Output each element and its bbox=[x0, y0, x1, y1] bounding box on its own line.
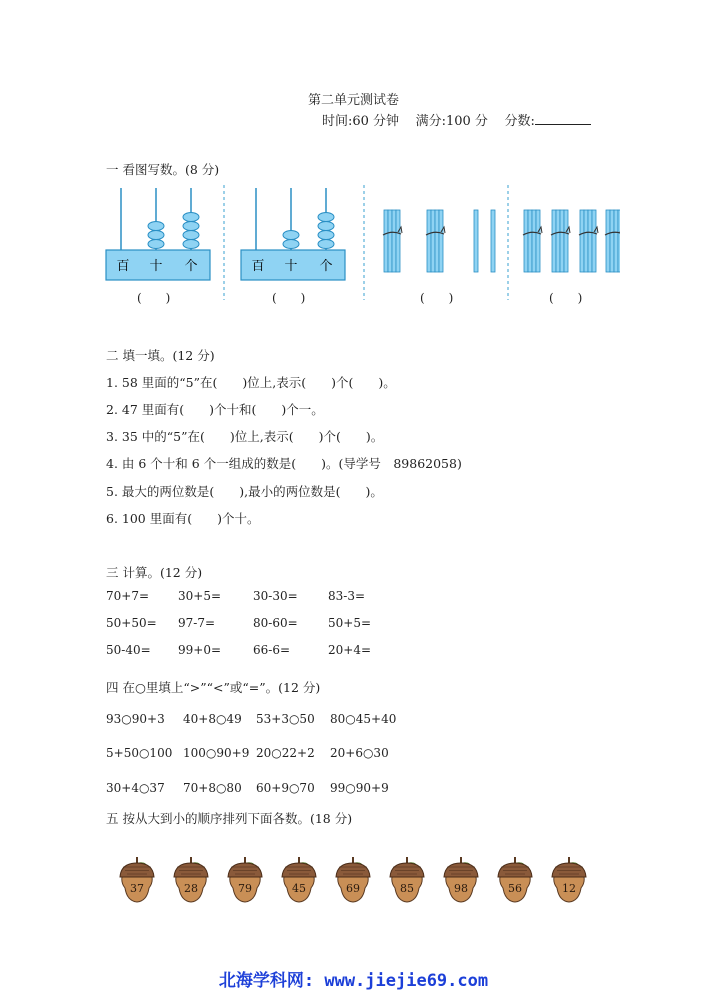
compare-problem[interactable]: 93○90+3 bbox=[106, 712, 165, 726]
stick bbox=[396, 210, 400, 272]
compare-problem[interactable]: 20+6○30 bbox=[330, 746, 389, 760]
compare-problem[interactable]: 40+8○49 bbox=[183, 712, 242, 726]
acorn-cap bbox=[444, 863, 478, 877]
stick bbox=[536, 210, 540, 272]
sticks-group-2 bbox=[523, 210, 620, 272]
stick bbox=[592, 210, 596, 272]
label-hundreds: 百 bbox=[251, 259, 265, 274]
stick bbox=[606, 210, 610, 272]
acorn-cap bbox=[552, 863, 586, 877]
calc-row bbox=[106, 643, 506, 659]
abacus-bead bbox=[318, 213, 334, 222]
time-limit: 时间:60 分钟 bbox=[322, 114, 400, 129]
answer-blank-3[interactable]: ( ) bbox=[420, 291, 454, 305]
stick-bundle bbox=[605, 210, 620, 272]
acorn-number: 45 bbox=[292, 882, 306, 895]
abacus-bead bbox=[183, 213, 199, 222]
fill-item-1[interactable]: 1. 58 里面的“5”在( )位上,表示( )个( )。 bbox=[106, 375, 396, 390]
compare-problem[interactable]: 100○90+9 bbox=[183, 746, 250, 760]
stick bbox=[588, 210, 592, 272]
calc-problem[interactable]: 83-3= bbox=[328, 589, 366, 603]
acorn-cap bbox=[390, 863, 424, 877]
calc-problem[interactable]: 99+0= bbox=[178, 643, 222, 657]
stick bbox=[431, 210, 435, 272]
single-stick bbox=[474, 210, 478, 272]
calc-problem[interactable]: 30+5= bbox=[178, 589, 222, 603]
acorn-cap bbox=[174, 863, 208, 877]
acorn bbox=[390, 857, 424, 902]
stick bbox=[614, 210, 618, 272]
abacus-bead bbox=[183, 231, 199, 240]
section4-heading: 四 在○里填上“>”“<”或“=”。(12 分) bbox=[106, 680, 321, 695]
calc-problem[interactable]: 50+50= bbox=[106, 616, 157, 630]
calc-problem[interactable]: 97-7= bbox=[178, 616, 216, 630]
acorn-number: 69 bbox=[346, 882, 360, 895]
stick-bundle bbox=[579, 210, 598, 272]
acorn-number: 98 bbox=[454, 882, 468, 895]
stick bbox=[618, 210, 620, 272]
compare-problem[interactable]: 80○45+40 bbox=[330, 712, 397, 726]
abacus-bead bbox=[318, 240, 334, 249]
answer-blank-4[interactable]: ( ) bbox=[549, 291, 583, 305]
single-stick bbox=[491, 210, 495, 272]
stick bbox=[384, 210, 388, 272]
stick bbox=[524, 210, 528, 272]
abacus-bead bbox=[148, 231, 164, 240]
compare-problem[interactable]: 60+9○70 bbox=[256, 781, 315, 795]
abacus-1 bbox=[106, 188, 210, 280]
abacus-bead bbox=[283, 240, 299, 249]
calc-problem[interactable]: 50+5= bbox=[328, 616, 372, 630]
calc-problem[interactable]: 20+4= bbox=[328, 643, 372, 657]
label-tens: 十 bbox=[284, 259, 298, 274]
stick bbox=[564, 210, 568, 272]
acorn bbox=[174, 857, 208, 902]
abacus-bead bbox=[148, 222, 164, 231]
abacus-bead bbox=[183, 240, 199, 249]
acorn-number: 56 bbox=[508, 882, 522, 895]
acorn bbox=[228, 857, 262, 902]
score-blank[interactable] bbox=[535, 112, 591, 125]
stick bbox=[491, 210, 495, 272]
calc-problem[interactable]: 66-6= bbox=[253, 643, 291, 657]
section5-heading: 五 按从大到小的顺序排列下面各数。(18 分) bbox=[106, 811, 353, 826]
calc-problem[interactable]: 50-40= bbox=[106, 643, 151, 657]
stick bbox=[556, 210, 560, 272]
acorn bbox=[336, 857, 370, 902]
label-ones: 个 bbox=[184, 259, 198, 274]
fill-item-5[interactable]: 5. 最大的两位数是( ),最小的两位数是( )。 bbox=[106, 484, 383, 499]
abacus-2 bbox=[241, 188, 345, 280]
abacus-bead bbox=[148, 240, 164, 249]
acorn-number: 85 bbox=[400, 882, 414, 895]
acorn-cap bbox=[120, 863, 154, 877]
acorn bbox=[282, 857, 316, 902]
page-title: 第二单元测试卷 bbox=[307, 93, 399, 108]
abacus-bead bbox=[318, 231, 334, 240]
abacus-bead bbox=[283, 231, 299, 240]
acorn bbox=[120, 857, 154, 902]
compare-problem[interactable]: 20○22+2 bbox=[256, 746, 315, 760]
stick bbox=[439, 210, 443, 272]
stick bbox=[560, 210, 564, 272]
fill-item-4[interactable]: 4. 由 6 个十和 6 个一组成的数是( )。(导学号 89862058) bbox=[106, 456, 462, 471]
section1-heading: 一 看图写数。(8 分) bbox=[106, 162, 220, 177]
stick-bundle bbox=[551, 210, 570, 272]
acorn-number: 79 bbox=[238, 882, 252, 895]
label-hundreds: 百 bbox=[116, 259, 130, 274]
compare-problem[interactable]: 5+50○100 bbox=[106, 746, 173, 760]
calc-row bbox=[106, 589, 506, 605]
stick-bundle bbox=[426, 210, 445, 272]
compare-problem[interactable]: 70+8○80 bbox=[183, 781, 242, 795]
answer-blank-2[interactable]: ( ) bbox=[272, 291, 306, 305]
acorn-cap bbox=[498, 863, 532, 877]
score-label: 分数: bbox=[504, 114, 535, 129]
label-tens: 十 bbox=[149, 259, 163, 274]
label-ones: 个 bbox=[319, 259, 333, 274]
acorn-number: 12 bbox=[562, 882, 576, 895]
stick-bundle bbox=[383, 210, 402, 272]
compare-row bbox=[106, 712, 526, 728]
section3-heading: 三 计算。(12 分) bbox=[106, 565, 203, 580]
compare-row bbox=[106, 746, 526, 762]
stick bbox=[392, 210, 396, 272]
section2-heading: 二 填一填。(12 分) bbox=[106, 348, 215, 363]
stick bbox=[552, 210, 556, 272]
abacus-bead bbox=[183, 222, 199, 231]
exam-info bbox=[322, 110, 591, 129]
calc-problem[interactable]: 80-60= bbox=[253, 616, 298, 630]
answer-blank-1[interactable]: ( ) bbox=[137, 291, 171, 305]
acorn-cap bbox=[282, 863, 316, 877]
fill-item-2[interactable]: 2. 47 里面有( )个十和( )个一。 bbox=[106, 402, 324, 417]
acorn-cap bbox=[336, 863, 370, 877]
stick bbox=[532, 210, 536, 272]
compare-problem[interactable]: 30+4○37 bbox=[106, 781, 165, 795]
stick bbox=[528, 210, 532, 272]
acorn-number: 28 bbox=[184, 882, 198, 895]
fill-item-6[interactable]: 6. 100 里面有( )个十。 bbox=[106, 511, 260, 526]
stick bbox=[388, 210, 392, 272]
full-score: 满分:100 分 bbox=[415, 114, 488, 129]
section1-figures bbox=[100, 180, 620, 305]
stick bbox=[584, 210, 588, 272]
acorn-row bbox=[115, 855, 605, 905]
stick-bundle bbox=[523, 210, 542, 272]
acorn bbox=[552, 857, 586, 902]
calc-problem[interactable]: 30-30= bbox=[253, 589, 298, 603]
acorn-cap bbox=[228, 863, 262, 877]
compare-row bbox=[106, 781, 526, 797]
stick bbox=[474, 210, 478, 272]
stick bbox=[427, 210, 431, 272]
acorn-number: 37 bbox=[130, 882, 144, 895]
stick bbox=[610, 210, 614, 272]
calc-row bbox=[106, 616, 506, 632]
compare-problem[interactable]: 53+3○50 bbox=[256, 712, 315, 726]
calc-problem[interactable]: 70+7= bbox=[106, 589, 150, 603]
compare-problem[interactable]: 99○90+9 bbox=[330, 781, 389, 795]
stick bbox=[435, 210, 439, 272]
abacus-bead bbox=[318, 222, 334, 231]
stick bbox=[580, 210, 584, 272]
fill-item-3[interactable]: 3. 35 中的“5”在( )位上,表示( )个( )。 bbox=[106, 429, 384, 444]
sticks-group-1 bbox=[383, 210, 495, 272]
acorn bbox=[498, 857, 532, 902]
acorn bbox=[444, 857, 478, 902]
footer-watermark: 北海学科网: www.jiejie69.com bbox=[218, 971, 489, 991]
